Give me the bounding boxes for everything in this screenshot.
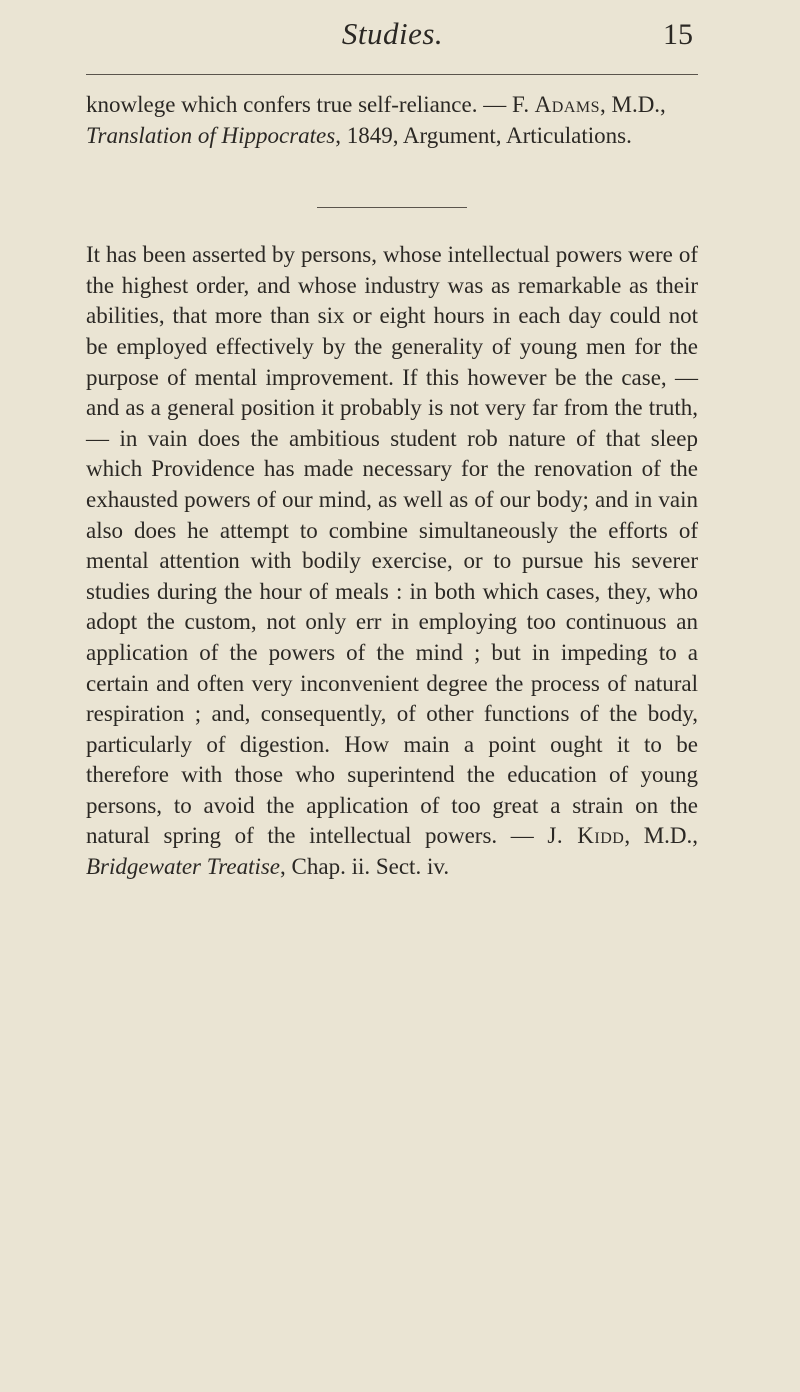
author-adams: F. Adams — [511, 92, 600, 117]
author-adams-suffix: , M.D., — [600, 92, 666, 117]
author-kidd-suffix: , M.D., — [624, 823, 699, 849]
citation-adams: , 1849, Argument, Articulations. — [335, 122, 632, 148]
page-header — [90, 16, 695, 76]
citation-kidd: , Chap. ii. Sect. iv. — [280, 854, 450, 880]
section-separator — [317, 207, 467, 208]
quote-adams — [86, 90, 698, 151]
running-title: Studies. — [341, 16, 444, 51]
quote-adams-text: knowlege which confers true self-reliance. — — [86, 92, 512, 117]
work-adams: Translation of Hippocrates — [86, 122, 336, 148]
page-number: 15 — [663, 18, 693, 51]
page-body — [86, 90, 698, 883]
quote-kidd-text: It has been asserted by persons, whose intellectual powers were of the highest order, and whose industry was as remarkable as their abilities, that more than six or eight hours in each day could not be employed effectively by the generality of young men for the purpose of mental improvement. If this however be the case, — and as a general position it probably is not very far from the truth, — in vain does the ambitious student rob nature of that sleep which Providence has made necessary for the renovation of the exhausted powers of our mind, as well as of our body; and in vain also does he attempt to combine simultaneously the efforts of mental attention with bodily exercise, or to pursue his severer studies during the hour of meals : in both which cases, they, who adopt the custom, not only err in employing too continuous an application of the powers of the mind ; but in impeding to a certain and often very inconvenient degree the process of natural respiration ; and, consequently, of other functions of the body, particularly of digestion. How main a point ought it to be therefore with those who superintend the education of young persons, to avoid the application of too great a strain on the natural spring of the intellectual powers. — — [86, 242, 698, 849]
work-kidd: Bridgewater Treatise — [86, 854, 281, 880]
quote-kidd — [86, 240, 698, 882]
header-rule — [86, 74, 698, 75]
author-kidd: J. Kidd — [547, 823, 625, 849]
